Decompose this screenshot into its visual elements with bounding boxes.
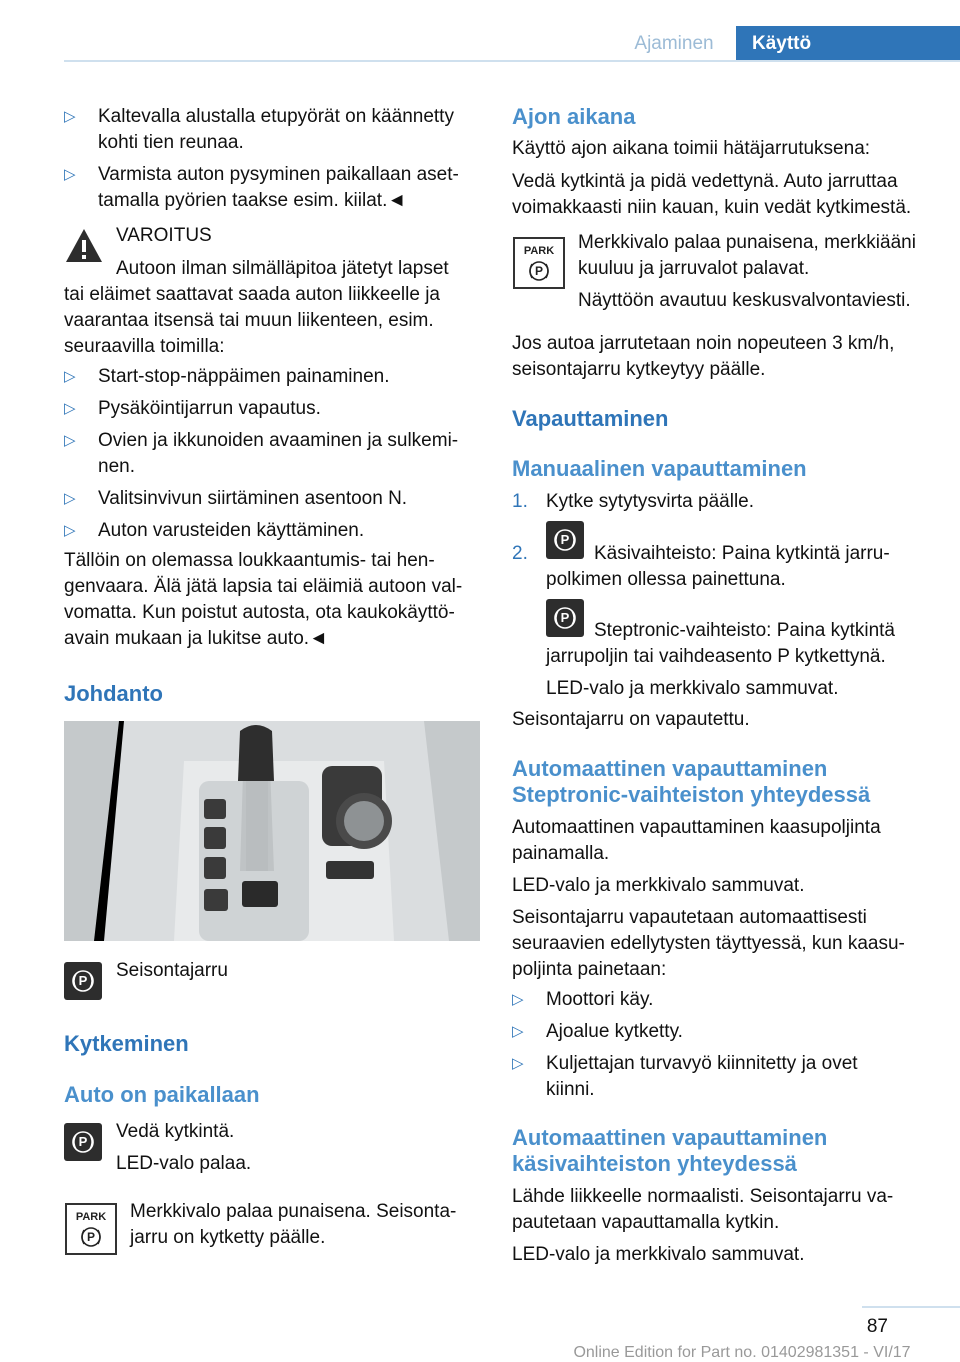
figure-caption: Seisontajarru	[116, 960, 228, 981]
icon-letter: P	[78, 973, 88, 988]
triangle-bullet-icon: ▷	[64, 400, 76, 417]
warning-title: VAROITUS	[116, 225, 212, 246]
heading-automaattinen-kasivaihteisto: käsivaihteiston yhteydessä	[512, 1151, 797, 1176]
triangle-bullet-icon: ▷	[64, 368, 76, 385]
park-indicator-icon	[65, 1203, 117, 1255]
warning-text: seuraavilla toimilla:	[64, 336, 225, 357]
heading-automaattinen-steptronic: Automaattinen vapauttaminen	[512, 756, 828, 781]
step-text: Kytke sytytysvirta päälle.	[546, 491, 755, 512]
step-text: Merkkivalo palaa punaisena. Seisonta-	[130, 1201, 457, 1222]
triangle-bullet-icon: ▷	[512, 1055, 524, 1072]
heading-johdanto: Johdanto	[64, 681, 163, 706]
paragraph-line: Tällöin on olemassa loukkaantumis- tai hen-	[64, 550, 435, 571]
step-text: Näyttöön avautuu keskusvalvontaviesti.	[578, 290, 911, 311]
paragraph-line: voimakkaasti niin kauan, kuin vedät kytkimestä.	[512, 197, 912, 218]
step-text: LED-valo palaa.	[116, 1153, 252, 1174]
icon-letter: P	[534, 264, 543, 278]
icon-letter: P	[560, 532, 570, 547]
step-text: jarru on kytketty päälle.	[130, 1227, 326, 1248]
paragraph-line: Automaattinen vapauttaminen kaasupoljinta	[512, 817, 881, 838]
header-tab-ajaminen: Ajaminen	[634, 33, 714, 54]
text-line: Start-stop-näppäimen painaminen.	[98, 366, 390, 387]
text-line: Moottori käy.	[546, 989, 654, 1010]
paragraph-line: avain mukaan ja lukitse auto.◄	[64, 628, 328, 649]
triangle-bullet-icon: ▷	[64, 490, 76, 507]
step-text: kuuluu ja jarruvalot palavat.	[578, 258, 810, 279]
footer-edition: Online Edition for Part no. 01402981351 - VI/17	[573, 1344, 911, 1361]
step-text: Steptronic-vaihteisto: Paina kytkintä	[594, 620, 895, 641]
heading-kytkeminen: Kytkeminen	[64, 1031, 189, 1056]
text-line: Kuljettajan turvavyö kiinnitetty ja ovet	[546, 1053, 858, 1074]
park-label: PARK	[75, 1211, 107, 1223]
triangle-bullet-icon: ▷	[64, 166, 76, 183]
list-item	[64, 396, 321, 422]
step-text: Merkkivalo palaa punaisena, merkkiääni	[578, 232, 916, 253]
paragraph-line: vomatta. Kun poistut autosta, ota kaukokäyttö-	[64, 602, 455, 623]
text-line: Auton varusteiden käyttäminen.	[98, 520, 365, 541]
triangle-bullet-icon: ▷	[512, 1023, 524, 1040]
list-item	[512, 1051, 858, 1103]
list-item	[64, 364, 390, 390]
text-line: Pysäköintijarrun vapautus.	[98, 398, 321, 419]
text-line: kiinni.	[546, 1079, 595, 1100]
text-line: Ovien ja ikkunoiden avaaminen ja sulkemi-	[98, 430, 459, 451]
paragraph-line: Seisontajarru vapautetaan automaattisesti	[512, 907, 867, 928]
warning-text: tai eläimet saattavat saada auton liikkeelle ja	[64, 284, 441, 305]
heading-automaattinen-kasivaihteisto: Automaattinen vapauttaminen	[512, 1125, 828, 1150]
paragraph-line: painamalla.	[512, 843, 610, 864]
list-item	[64, 162, 459, 214]
header-rule	[64, 60, 960, 62]
console-illustration	[64, 721, 480, 941]
paragraph-line: poljinta painetaan:	[512, 959, 667, 980]
step-number: 1.	[512, 491, 528, 512]
paragraph-line: LED-valo ja merkkivalo sammuvat.	[512, 1244, 805, 1265]
paragraph-line: Jos autoa jarrutetaan noin nopeuteen 3 km/h,	[512, 333, 895, 354]
triangle-bullet-icon: ▷	[64, 522, 76, 539]
heading-automaattinen-steptronic: Steptronic-vaihteiston yhteydessä	[512, 782, 871, 807]
list-item	[64, 486, 407, 512]
footer-rule	[862, 1306, 960, 1308]
parking-brake-icon	[546, 521, 584, 559]
text-line: kohti tien reunaa.	[98, 132, 244, 153]
page-number: 87	[866, 1316, 888, 1337]
icon-letter: P	[86, 1230, 95, 1244]
text-line: tamalla pyörien taakse esim. kiilat.◄	[98, 190, 407, 211]
heading-vapauttaminen: Vapauttaminen	[512, 406, 669, 431]
warning-text: vaarantaa itsensä tai muun liikenteen, esim.	[64, 310, 434, 331]
text-line: Varmista auton pysyminen paikallaan aset-	[98, 164, 459, 185]
paragraph-line: Lähde liikkeelle normaalisti. Seisontajarru va-	[512, 1186, 894, 1207]
paragraph-line: Käyttö ajon aikana toimii hätäjarrutuksena:	[512, 138, 871, 159]
warning-text: Autoon ilman silmälläpitoa jätetyt lapset	[116, 258, 449, 279]
parking-brake-icon	[64, 962, 102, 1000]
triangle-bullet-icon: ▷	[64, 432, 76, 449]
list-item	[64, 104, 454, 156]
warning-icon	[64, 226, 104, 266]
paragraph-line: seuraavien edellytysten täyttyessä, kun kaasu-	[512, 933, 905, 954]
park-indicator-icon	[513, 237, 565, 289]
icon-letter: P	[78, 1134, 88, 1149]
heading-manuaalinen: Manuaalinen vapauttaminen	[512, 456, 807, 481]
text-line: Ajoalue kytketty.	[546, 1021, 683, 1042]
icon-letter: P	[560, 610, 570, 625]
step-text: Vedä kytkintä.	[116, 1121, 235, 1142]
paragraph-line: LED-valo ja merkkivalo sammuvat.	[512, 875, 805, 896]
step-text: Käsivaihteisto: Paina kytkintä jarru-	[594, 543, 890, 564]
triangle-bullet-icon: ▷	[512, 991, 524, 1008]
parking-brake-icon	[64, 1123, 102, 1161]
header-tab-kaytto: Käyttö	[736, 26, 960, 61]
list-item	[512, 1019, 683, 1045]
triangle-bullet-icon: ▷	[64, 108, 76, 125]
step-number: 2.	[512, 543, 528, 564]
parking-brake-photo	[64, 721, 480, 941]
step-text: jarrupoljin tai vaihdeasento P kytkettynä.	[546, 646, 886, 667]
heading-ajon-aikana: Ajon aikana	[512, 104, 636, 129]
paragraph-line: Vedä kytkintä ja pidä vedettynä. Auto jarruttaa	[512, 171, 898, 192]
text-line: Kaltevalla alustalla etupyörät on käännetty	[98, 106, 454, 127]
heading-auto-paikallaan: Auto on paikallaan	[64, 1082, 260, 1107]
paragraph-line: Seisontajarru on vapautettu.	[512, 709, 750, 730]
text-line: nen.	[98, 456, 135, 477]
paragraph-line: pautetaan vapauttamalla kytkin.	[512, 1212, 780, 1233]
list-item	[64, 518, 364, 544]
list-item	[64, 428, 458, 480]
list-item	[512, 987, 653, 1013]
step-text: polkimen ollessa painettuna.	[546, 569, 786, 590]
park-label: PARK	[523, 245, 555, 257]
text-line: Valitsinvivun siirtäminen asentoon N.	[98, 488, 408, 509]
paragraph-line: genvaara. Älä jätä lapsia tai eläimiä autoon val-	[64, 576, 463, 597]
parking-brake-icon	[546, 599, 584, 637]
step-text: LED-valo ja merkkivalo sammuvat.	[546, 678, 839, 699]
paragraph-line: seisontajarru kytkeytyy päälle.	[512, 359, 766, 380]
